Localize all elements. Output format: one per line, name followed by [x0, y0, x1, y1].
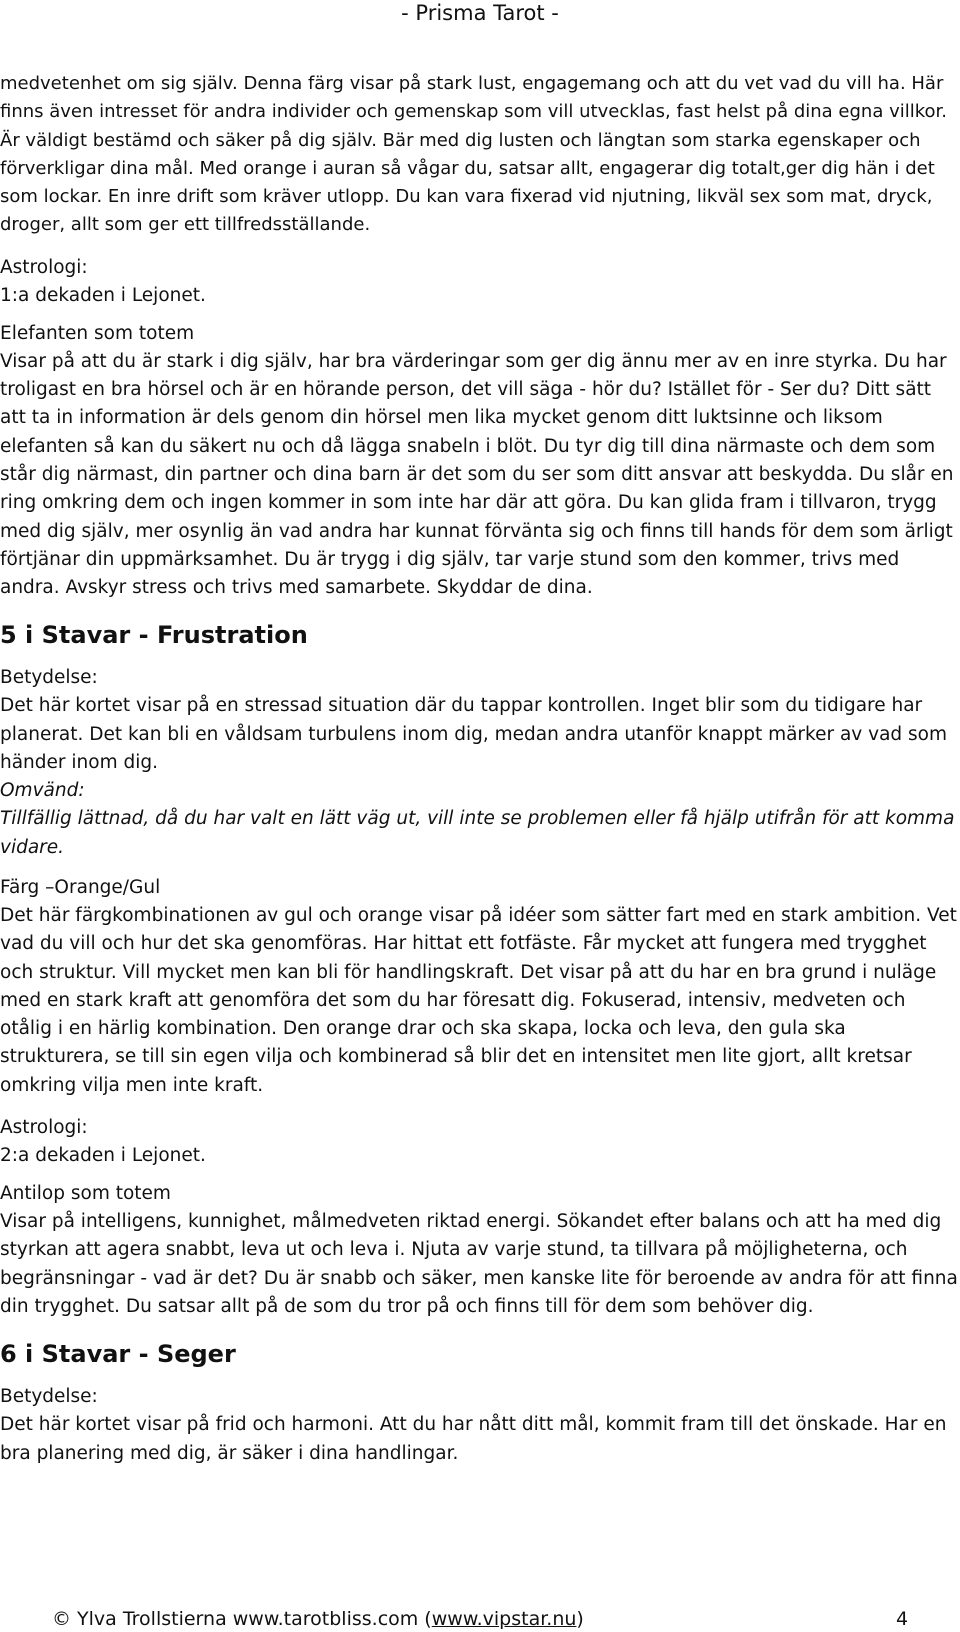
- card-5-title: 5 i Stavar - Frustration: [0, 621, 308, 650]
- page-header: [0, 0, 960, 30]
- card-6-title: 6 i Stavar - Seger: [0, 1340, 236, 1369]
- card-6-meaning: [0, 1383, 960, 1468]
- totem-text: Visar på att du är stark i dig själv, har bra värderingar som ger dig ännu mer av en inre styrka. Du har troligast en bra hörsel och är en hörande person, det vill säga - hör du? Istället för - Ser du? Ditt sätt att ta in information är dels genom din hörsel men lika mycket genom ditt luktsinne och liksom elefanten så kan du säkert nu och då lägga snabeln i blöt. Du tyr dig till dina närmaste och dem som står dig närmast, din partner och dina barn är det som du ser som ditt ansvar att beskydda. Du slår en ring omkring dem och ingen kommer in som inte har där att göra. Du kan glida fram i tillvaron, trygg med dig själv, mer osynlig än vad andra har kunnat förvänta sig och finns till hands för dem som ärligt förtjänar din uppmärksamhet. Du är trygg i dig själv, tar varje stund som den kommer, trivs med andra. Avskyr stress och trivs med samarbete. Skyddar de dina.: [0, 350, 954, 599]
- reversed-text: Tillfällig lättnad, då du har valt en lätt väg ut, vill inte se problemen eller få hjälp utifrån för att komma vidare.: [0, 808, 955, 858]
- astrology-label: Astrologi:: [0, 1117, 88, 1139]
- page-number: 4: [896, 1608, 909, 1630]
- astrology-section-1: [0, 254, 960, 310]
- card-5-meaning: [0, 664, 960, 861]
- footer-copyright-text: © Ylva Trollstierna www.tarotbliss.com (: [52, 1608, 432, 1630]
- reversed-label: Omvänd:: [0, 780, 85, 802]
- footer-close-paren: ): [576, 1608, 584, 1630]
- totem-section-elephant: [0, 320, 960, 603]
- meaning-text: Det här kortet visar på en stressad situation där du tappar kontrollen. Inget blir som du tidigare har planerat. Det kan bli en våldsam turbulens inom dig, medan andra utanför knappt märker av vad som händer inom dig.: [0, 695, 948, 774]
- astrology-value: 1:a dekaden i Lejonet.: [0, 284, 206, 306]
- meaning-label: Betydelse:: [0, 667, 98, 689]
- totem-label: Elefanten som totem: [0, 322, 195, 344]
- document-body: [0, 70, 960, 1468]
- astrology-section-2: [0, 1114, 960, 1170]
- meaning-label: Betydelse:: [0, 1386, 98, 1408]
- totem-text: Visar på intelligens, kunnighet, målmedveten riktad energi. Sökandet efter balans och att ha med dig styrkan att agera snabbt, leva ut och leva i. Njuta av varje stund, ta tillvara på möjligheterna, och begränsningar - vad är det? Du är snabb och säker, men kanske lite för beroende av andra för att finna din trygghet. Du satsar allt på de som du tror på och finns till för dem som behöver dig.: [0, 1211, 958, 1317]
- intro-paragraph: medvetenhet om sig själv. Denna färg visar på stark lust, engagemang och att du vet vad du vill ha. Här finns även intresset för andra individer och gemenskap som vill utvecklas, fast helst på dina egna villkor. Är väldigt bestämd och säker på dig själv. Bär med dig lusten och längtan som starka egenskaper och förverkligar dina mål. Med orange i auran så vågar du, satsar allt, engagerar dig totalt,ger dig hän i det som lockar. En inre drift som kräver utlopp. Du kan vara fixerad vid njutning, likväl sex som mat, dryck, droger, allt som ger ett tillfredsställande.: [0, 73, 948, 236]
- astrology-value: 2:a dekaden i Lejonet.: [0, 1145, 206, 1167]
- footer-link[interactable]: www.vipstar.nu: [431, 1608, 577, 1630]
- totem-section-antelope: [0, 1180, 960, 1321]
- card-5-color: [0, 874, 960, 1100]
- astrology-label: Astrologi:: [0, 256, 88, 278]
- color-label: Färg –Orange/Gul: [0, 876, 161, 898]
- page-footer: [0, 1608, 960, 1630]
- footer-copyright: [52, 1608, 584, 1630]
- header-title: - Prisma Tarot -: [401, 1, 559, 25]
- totem-label: Antilop som totem: [0, 1183, 171, 1205]
- meaning-text: Det här kortet visar på frid och harmoni. Att du har nått ditt mål, kommit fram till det önskade. Har en bra planering med dig, är säker i dina handlingar.: [0, 1414, 947, 1464]
- color-text: Det här färgkombinationen av gul och orange visar på idéer som sätter fart med en stark ambition. Vet vad du vill och hur det ska genomföras. Har hittat ett fotfäste. Får mycket att fungera med trygghet och struktur. Vill mycket men kan bli för handlingskraft. Det visar på att du har en bra grund i nuläge med en stark kraft att genomföra det som du har föresatt dig. Fokuserad, intensiv, medveten och otålig i en härlig kombination. Den orange drar och ska skapa, locka och leva, den gula ska strukturera, se till sin egen vilja och kombinerad så blir det en intensitet men lite gjort, allt kretsar omkring vilja men inte kraft.: [0, 904, 957, 1096]
